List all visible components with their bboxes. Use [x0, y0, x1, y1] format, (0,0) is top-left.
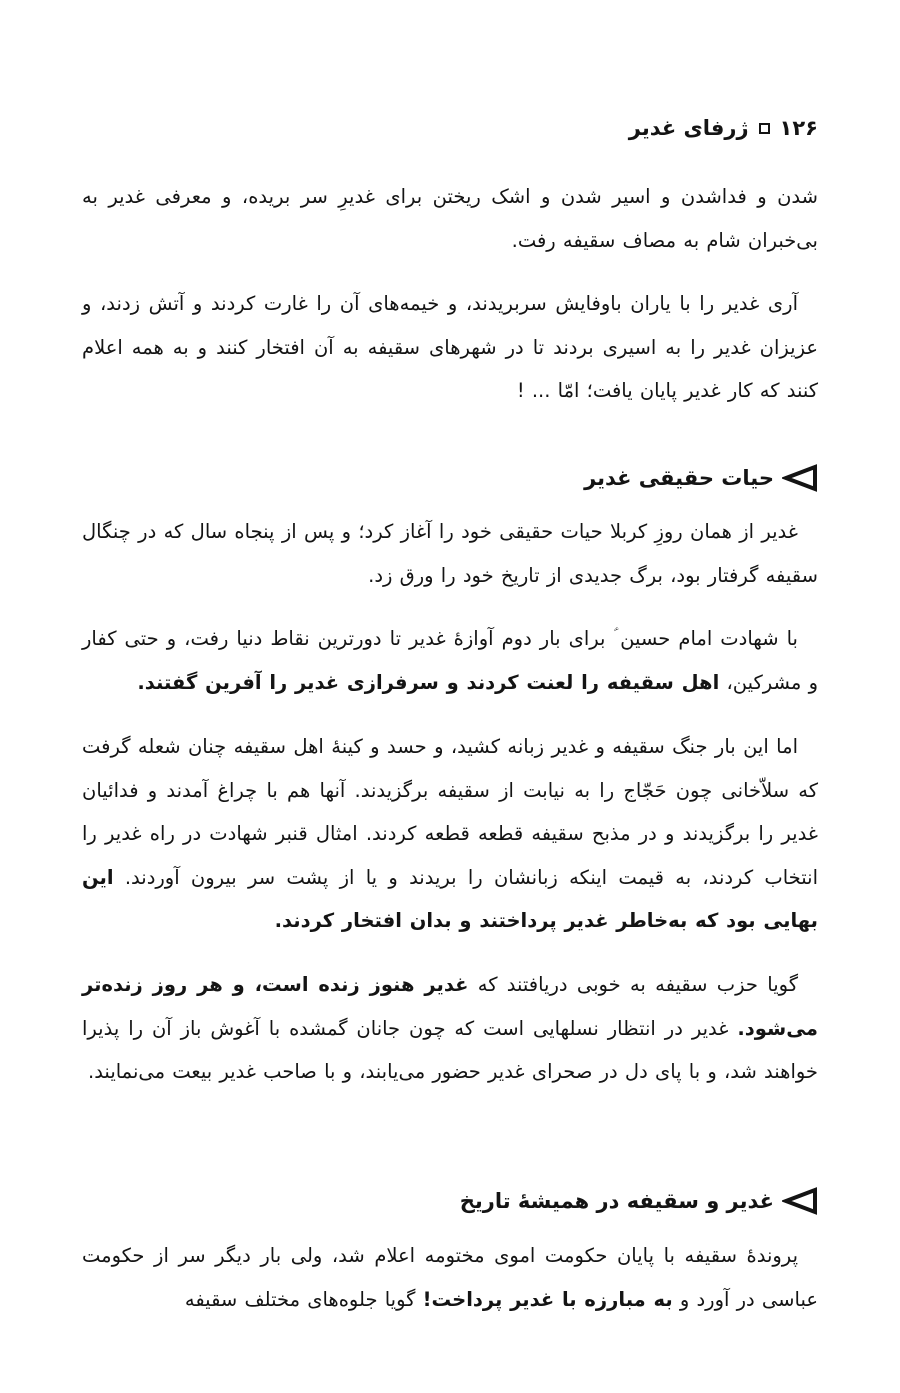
section-heading-2-title: غدیر و سقیفه در همیشهٔ تاریخ	[459, 1189, 774, 1213]
paragraph-5-bold: این بهایی بود که به‌خاطر غدیر پرداختند و بدان افتخار کردند.	[82, 865, 818, 932]
paragraph-4-normal: با شهادت امام حسین ؑ برای بار دوم آوازهٔ غدیر تا دورترین نقاط دنیا رفت، و حتی کفار و مشرکین،	[82, 627, 818, 694]
triangle-pointer-icon	[782, 1187, 818, 1215]
paragraph-4-text	[82, 617, 818, 704]
paragraph-2-text: آری غدیر را با یاران باوفایش سربریدند، و خیمه‌های آن را غارت کردند و آتش زدند، و عزیزان غدیر را به اسیری بردند تا در شهرهای سقیفه به آن افتخار کنند و به همه اعلام کنند که کار غدیر پایان یافت؛ امّا ... !	[82, 292, 818, 402]
paragraph-6	[82, 963, 818, 1094]
paragraph-7-part-a: پروندهٔ سقیفه با پایان حکومت اموی مختومه اعلام شد، ولی بار دیگر سر از حکومت عباسی در آورد و	[82, 1244, 818, 1311]
paragraph-3	[82, 510, 818, 597]
section-heading-2	[460, 1187, 818, 1215]
paragraph-7-bold: به مبارزه با غدیر پرداخت!	[422, 1287, 673, 1311]
paragraph-3-text: غدیر از همان روزِ کربلا حیات حقیقی خود را آغاز کرد؛ و پس از پنجاه سال که در چنگال سقیفه گرفتار بود، برگ جدیدی از تاریخ خود را ورق زد.	[82, 520, 818, 587]
section-heading-1-title: حیات حقیقی غدیر	[584, 466, 774, 490]
paragraph-4-bold: اهل سقیفه را لعنت کردند و سرفرازی غدیر را آفرین گفتند.	[137, 670, 720, 694]
paragraph-4	[82, 617, 818, 704]
triangle-pointer-icon	[782, 464, 818, 492]
paragraph-5-text	[82, 725, 818, 943]
paragraph-7-text	[82, 1234, 818, 1321]
paragraph-7	[82, 1234, 818, 1321]
square-separator-icon	[759, 123, 770, 134]
paragraph-6-part-c: غدیر در انتظار نسلهایی است که چون جانان گمشده با آغوش باز آن را پذیرا خواهند شد، و با پای دل در صحرای غدیر حضور می‌یابند، و با صاحب غدیر بیعت می‌نمایند.	[82, 1016, 818, 1083]
page-header	[629, 116, 818, 140]
paragraph-2	[82, 282, 818, 413]
page-number: ۱۲۶	[779, 116, 818, 140]
paragraph-6-text	[82, 963, 818, 1094]
section-heading-1	[584, 464, 818, 492]
paragraph-5-normal: اما این بار جنگ سقیفه و غدیر زبانه کشید، و حسد و کینهٔ اهل سقیفه چنان شعله گرفت که سلاّخانی چون حَجّاج را به نیابت از سقیفه برگزیدند. آنها هم با چراغ آمدند و فدائیان غدیر را برگزیدند و در مذبح سقیفه قطعه قطعه کردند. امثال قنبر شهادت در راه غدیر را انتخاب کردند، به قیمت اینکه زبانشان را بریدند و یا از پشت سر بیرون آوردند.	[82, 735, 818, 889]
book-title: ژرفای غدیر	[628, 116, 749, 140]
paragraph-5	[82, 725, 818, 943]
paragraph-6-part-a: گویا حزب سقیفه به خوبی دریافتند که	[468, 973, 798, 996]
paragraph-1-text: شدن و فداشدن و اسیر شدن و اشک ریختن برای غدیرِ سر بریده، و معرفی غدیر به بی‌خبران شام به مصاف سقیفه رفت.	[82, 185, 818, 252]
paragraph-6-bold: غدیر هنوز زنده است، و هر روز زنده‌تر می‌شود.	[82, 973, 818, 1040]
paragraph-7-part-c: گویا جلوه‌های مختلف سقیفه	[184, 1287, 423, 1311]
paragraph-1	[82, 175, 818, 262]
